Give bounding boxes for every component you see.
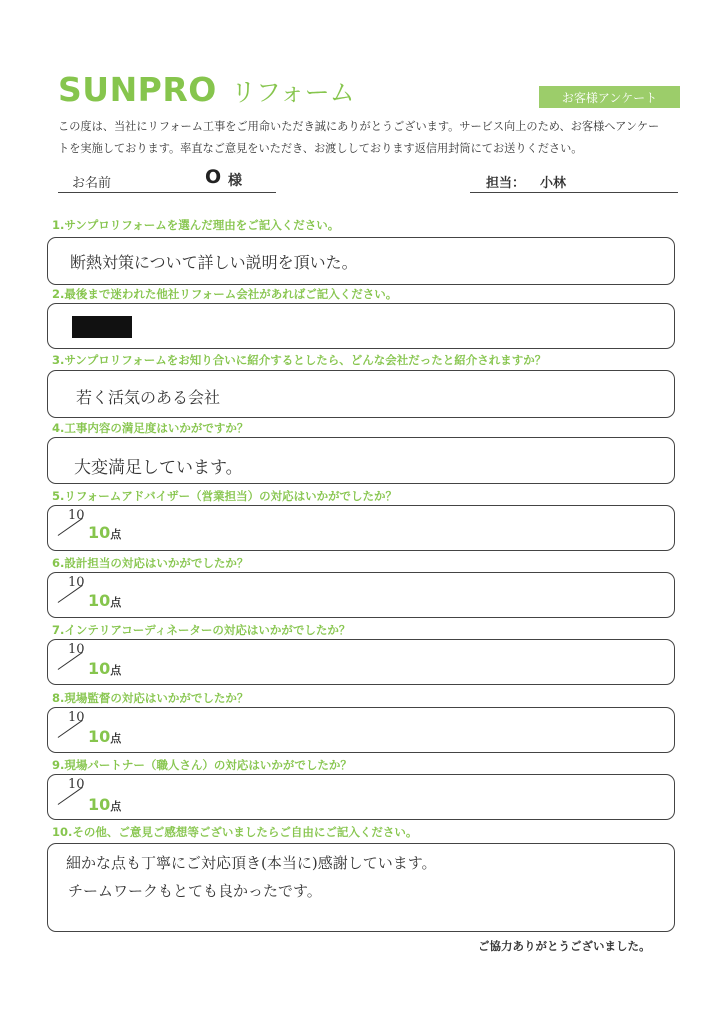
staff-name: 小林 (540, 176, 567, 191)
score-5: 10点 (88, 523, 122, 542)
answer-10-line-1: 細かな点も丁寧にご対応頂き(本当に)感謝しています。 (66, 854, 437, 872)
handwritten-score-8: 10 (68, 710, 85, 725)
score-9: 10点 (88, 795, 122, 814)
question-2-label: 2.最後まで迷われた他社リフォーム会社があればご記入ください。 (52, 287, 398, 301)
question-8-label: 8.現場監督の対応はいかがでしたか？ (52, 691, 249, 705)
brand-subtitle: リフォーム (230, 78, 355, 107)
redacted-block (72, 316, 132, 338)
answer-box-7 (47, 639, 675, 685)
survey-badge: お客様アンケート (539, 86, 680, 108)
question-1-label: 1.サンプロリフォームを選んだ理由をご記入ください。 (52, 218, 340, 232)
answer-1-text: 断熱対策について詳しい説明を頂いた。 (70, 253, 358, 272)
customer-name: O (205, 166, 222, 188)
intro-line-1: この度は、当社にリフォーム工事をご用命いただき誠にありがとうございます。サービス向上のため、お客様へアンケー (58, 120, 660, 133)
thanks-note: ご協力ありがとうございました。 (478, 939, 651, 953)
intro-text (58, 116, 678, 160)
brand-name: SUNPRO (58, 70, 217, 109)
staff-underline (470, 192, 678, 193)
question-10-label: 10.その他、ご意見ご感想等ございましたらご自由にご記入ください。 (52, 825, 418, 839)
answer-box-8 (47, 707, 675, 753)
answer-box-2 (47, 303, 675, 349)
answer-box-9 (47, 774, 675, 820)
question-9-label: 9.現場パートナー（職人さん）の対応はいかがでしたか？ (52, 758, 352, 772)
handwritten-score-5: 10 (68, 508, 85, 523)
answer-box-5 (47, 505, 675, 551)
answer-box-6 (47, 572, 675, 618)
answer-3-text: 若く活気のある会社 (76, 388, 221, 407)
score-6: 10点 (88, 591, 122, 610)
score-7: 10点 (88, 659, 122, 678)
question-5-label: 5.リフォームアドバイザー（営業担当）の対応はいかがでしたか？ (52, 489, 398, 503)
answer-10-line-2: チームワークもとても良かったです。 (68, 882, 322, 900)
staff-label: 担当： (486, 176, 526, 191)
answer-4-text: 大変満足しています。 (74, 458, 243, 478)
score-8: 10点 (88, 727, 122, 746)
name-honorific: 様 (228, 173, 242, 189)
question-3-label: 3.サンプロリフォームをお知り合いに紹介するとしたら、どんな会社だったと紹介されますか？ (52, 353, 547, 367)
brand-logo (58, 70, 355, 109)
handwritten-score-7: 10 (68, 642, 85, 657)
question-6-label: 6.設計担当の対応はいかがでしたか？ (52, 556, 249, 570)
handwritten-score-9: 10 (68, 777, 85, 792)
name-underline (58, 192, 276, 193)
name-label: お名前 (72, 176, 112, 191)
intro-line-2: トを実施しております。率直なご意見をいただき、お渡ししております返信用封筒にてお送りください。 (58, 142, 583, 155)
question-7-label: 7.インテリアコーディネーターの対応はいかがでしたか？ (52, 623, 351, 637)
handwritten-score-6: 10 (68, 575, 85, 590)
question-4-label: 4.工事内容の満足度はいかがですか？ (52, 421, 249, 435)
